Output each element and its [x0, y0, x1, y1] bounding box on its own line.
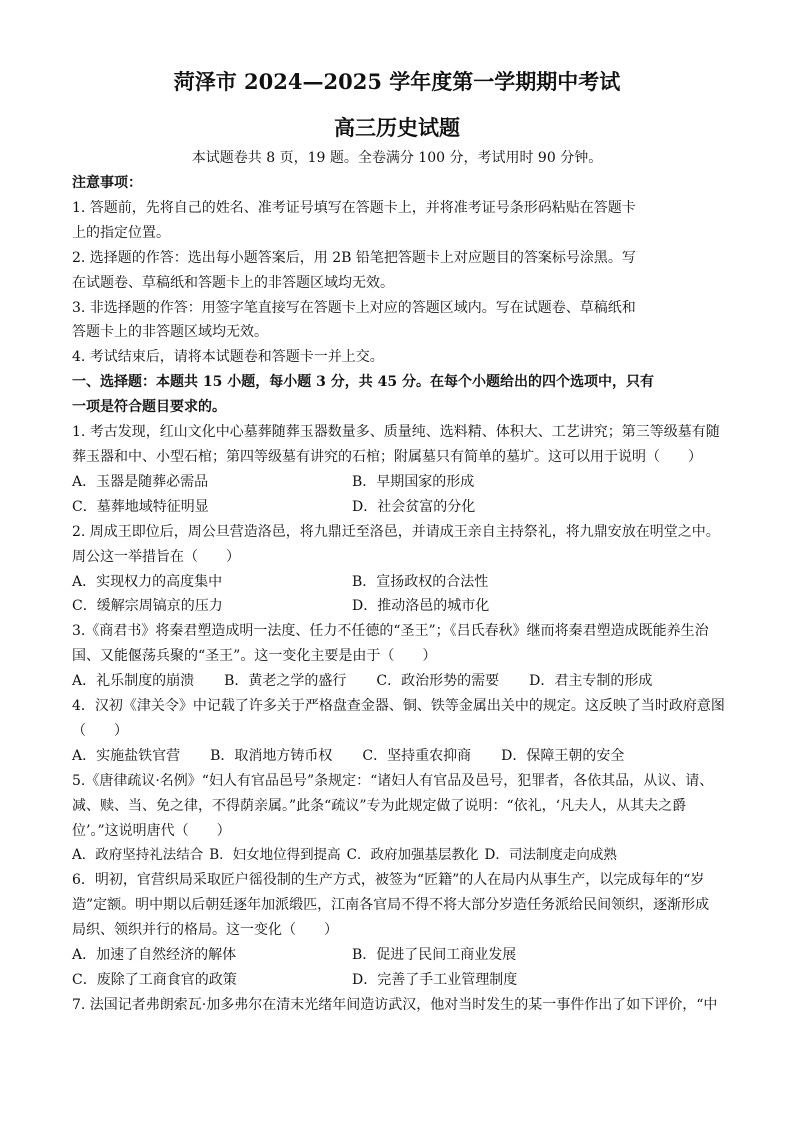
note-line: 答题卡上的非答题区域均无效。 [72, 324, 268, 341]
question-3-stem: 3.《商君书》将秦君塑造成明一法度、任力不任德的“圣王”；《吕氏春秋》继而将秦君塑造成既能养生治 [72, 623, 709, 640]
question-5-options-row [72, 843, 734, 868]
question-3-options-row [72, 669, 734, 694]
option-c: C．废除了工商食官的政策 [72, 972, 237, 988]
question-5-stem: 减、赎、当、免之律，不得荫亲属。”此条“疏议”专为此规定做了说明：“依礼，‘凡夫人，从其夫之爵 [72, 797, 687, 814]
section-heading-cont: 一项是符合题目要求的。 [72, 399, 226, 416]
question-6-stem: 造”定额。明中期以后朝廷逐年加派缎匹，江南各官局不得不将大部分岁造任务派给民间领织，逐渐形成 [72, 897, 710, 914]
question-1-stem: 葬玉器和中、小型石棺；第四等级墓有讲究的石棺；附属墓只有简单的墓圹。这可以用于说明（ ） [72, 448, 702, 465]
option-a: A．礼乐制度的崩溃 [72, 673, 195, 690]
option-a: A．玉器是随葬必需品 [72, 473, 209, 490]
exam-intro: 本试题卷共 8 页，19 题。全卷满分 100 分，考试用时 90 分钟。 [191, 150, 603, 166]
option-d: D．推动洛邑的城市化 [352, 598, 490, 615]
notes-heading: 注意事项： [72, 175, 142, 191]
question-1-options-row [72, 470, 734, 495]
option-d: D．司法制度走向成熟 [484, 847, 617, 864]
option-a: A．实现权力的高度集中 [72, 573, 223, 590]
exam-title: 菏泽市 2024—2025 学年度第一学期期中考试 [173, 69, 621, 94]
note-line: 1. 答题前，先将自己的姓名、准考证号填写在答题卡上，并将准考证号条形码粘贴在答题卡 [72, 199, 636, 216]
option-d: D．保障王朝的安全 [501, 747, 625, 764]
note-line: 上的指定位置。 [72, 224, 170, 241]
question-3-stem: 国、又能偃荡兵聚的“圣王”。这一变化主要是由于（ ） [72, 648, 437, 665]
question-4-options-row [72, 744, 734, 769]
question-2-stem: 周公这一举措旨在（ ） [72, 548, 240, 565]
question-2-stem: 2. 周成王即位后，周公旦营造洛邑，将九鼎迁至洛邑，并请成王亲自主持祭礼，将九鼎安放在明堂之中。 [72, 523, 720, 540]
note-line: 4. 考试结束后，请将本试题卷和答题卡一并上交。 [72, 349, 384, 366]
option-b: B．宣扬政权的合法性 [352, 573, 489, 590]
note-line: 3. 非选择题的作答：用签字笔直接写在答题卡上对应的答题区域内。写在试题卷、草稿纸和 [72, 299, 636, 316]
option-b: B．早期国家的形成 [352, 473, 475, 490]
question-7-stem: 7. 法国记者弗朗索瓦·加多弗尔在清末光绪年间造访武汉，他对当时发生的某一事件作出了如下评价，“中 [72, 996, 718, 1013]
option-b: B．促进了民间工商业发展 [352, 947, 517, 964]
option-d: D．完善了手工业管理制度 [352, 972, 518, 988]
question-4-stem: 4．汉初《津关令》中记载了许多关于严格盘查金器、铜、铁等金属出关中的规定。这反映了当时政府意图 [72, 698, 725, 715]
option-d: D．君主专制的形成 [529, 673, 653, 690]
question-6-stem: 局织、领织并行的格局。这一变化（ ） [72, 922, 338, 939]
question-1-options-row [72, 495, 734, 520]
option-c: C．坚持重农抑商 [362, 747, 472, 764]
note-line: 在试题卷、草稿纸和答题卡上的非答题区域均无效。 [72, 274, 394, 291]
option-c: C．缓解宗周镐京的压力 [72, 598, 223, 615]
exam-body [72, 171, 734, 1018]
note-line: 2. 选择题的作答：选出每小题答案后，用 2B 铅笔把答题卡上对应题目的答案标号涂黑。写 [72, 249, 636, 266]
question-5-stem: 5.《唐律疏议·名例》“妇人有官品邑号”条规定：“诸妇人有官品及邑号，犯罪者，各依其品，从议、请、 [72, 772, 714, 789]
option-b: B．黄老之学的盛行 [224, 673, 347, 690]
question-4-stem: （ ） [72, 722, 128, 739]
question-2-options-row [72, 570, 734, 595]
option-c: C．墓葬地域特征明显 [72, 498, 209, 515]
exam-subtitle: 高三历史试题 [334, 115, 460, 140]
option-a: A．政府坚持礼法结合 [72, 847, 204, 864]
question-5-stem: 位’。”这说明唐代（ ） [72, 822, 231, 839]
option-a: A．实施盐铁官营 [72, 747, 181, 764]
option-b: B．妇女地位得到提高 [209, 847, 341, 864]
option-d: D．社会贫富的分化 [352, 498, 476, 515]
option-a: A．加速了自然经济的解体 [72, 947, 237, 964]
question-2-options-row [72, 594, 734, 619]
question-6-options-row [72, 943, 734, 968]
question-1-stem: 1. 考古发现，红山文化中心墓葬随葬玉器数量多、质量纯、选料精、体积大、工艺讲究；第三等级墓有随 [72, 424, 720, 441]
option-c: C．政府加强基层教化 [346, 847, 479, 864]
option-c: C．政治形势的需要 [376, 673, 500, 690]
section-heading: 一、选择题：本题共 15 小题，每小题 3 分，共 45 分。在每个小题给出的四个选项中，只有 [72, 374, 654, 391]
question-6-options-row [72, 968, 734, 993]
option-b: B．取消地方铸币权 [210, 747, 333, 764]
question-6-stem: 6．明初，官营织局采取匠户徭役制的生产方式，被签为“匠籍”的人在局内从事生产，以完成每年的“岁 [72, 872, 705, 889]
